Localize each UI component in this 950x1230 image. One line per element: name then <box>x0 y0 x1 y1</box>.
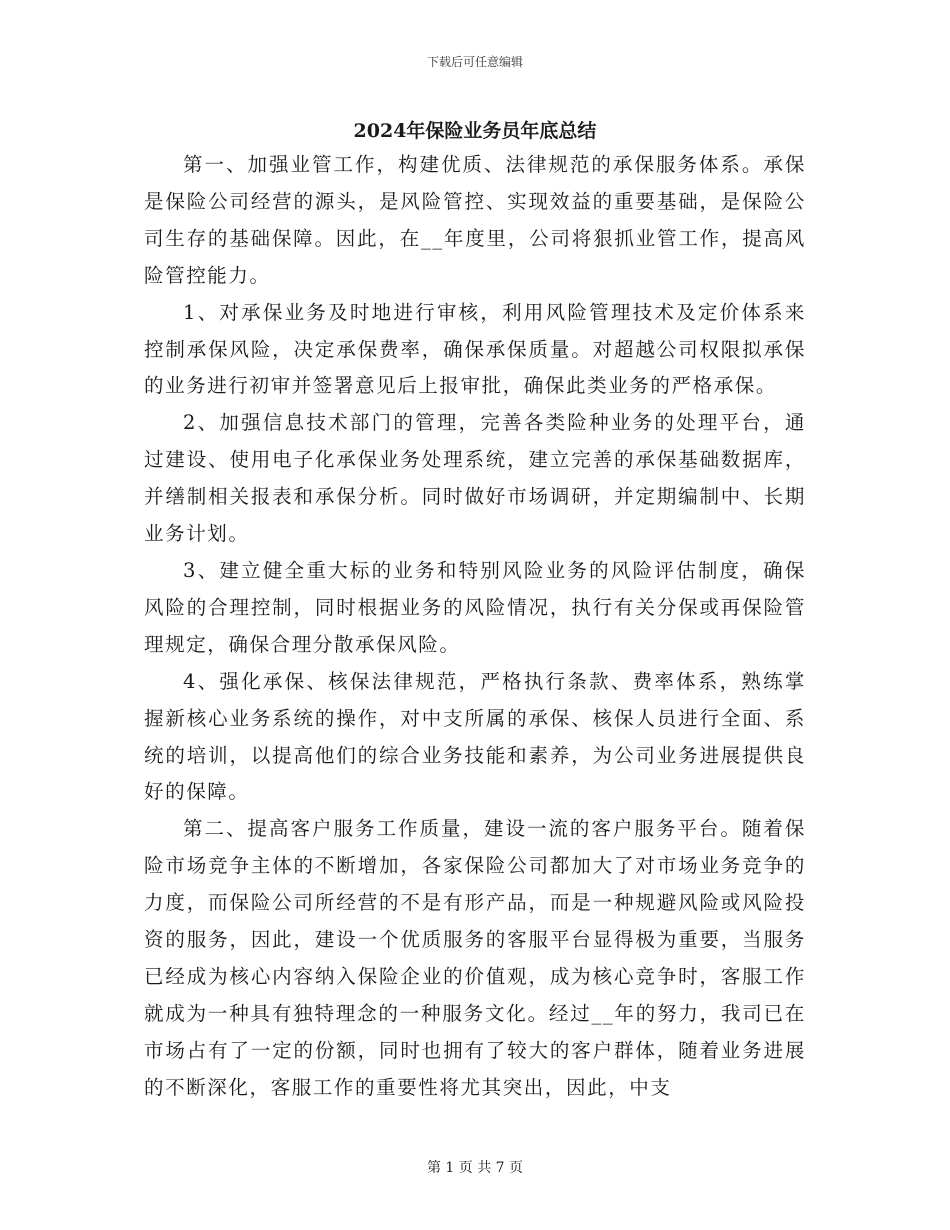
paragraph-item-1: 1、对承保业务及时地进行审核，利用风险管理技术及定价体系来控制承保风险，决定承保费率，确保承保质量。对超越公司权限拟承保的业务进行初审并签署意见后上报审批，确保此类业务的严格承保。 <box>144 300 806 398</box>
paragraph-item-2: 2、加强信息技术部门的管理，完善各类险种业务的处理平台，通过建设、使用电子化承保业务处理系统，建立完善的承保基础数据库，并缮制相关报表和承保分析。同时做好市场调研，并定期编制中、长期业务计划。 <box>144 411 806 546</box>
paragraph-section-two-intro: 第二、提高客户服务工作质量，建设一流的客户服务平台。随着保险市场竞争主体的不断增加，各家保险公司都加大了对市场业务竞争的力度，而保险公司所经营的不是有形产品，而是一种规避风险或风险投资的服务，因此，建设一个优质服务的客服平台显得极为重要，当服务已经成为核心内容纳入保险企业的价值观，成为核心竞争时，客服工作就成为一种具有独特理念的一种服务文化。经过__年的努力，我司已在市场占有了一定的份额，同时也拥有了较大的客户群体，随着业务进展的不断深化，客服工作的重要性将尤其突出，因此，中支 <box>144 817 806 1099</box>
page-header-note: 下载后可任意编辑 <box>426 55 523 69</box>
paragraph-item-4: 4、强化承保、核保法律规范，严格执行条款、费率体系，熟练掌握新核心业务系统的操作，对中支所属的承保、核保人员进行全面、系统的培训，以提高他们的综合业务技能和素养，为公司业务进展提供良好的保障。 <box>144 669 806 804</box>
paragraph-item-3: 3、建立健全重大标的业务和特别风险业务的风险评估制度，确保风险的合理控制，同时根据业务的风险情况，执行有关分保或再保险管理规定，确保合理分散承保风险。 <box>144 558 806 656</box>
page-number-footer: 第 1 页 共 7 页 <box>426 1160 524 1176</box>
document-body <box>144 147 806 1107</box>
document-title: 2024年保险业务员年底总结 <box>353 120 597 142</box>
paragraph-section-one-intro: 第一、加强业管工作，构建优质、法律规范的承保服务体系。承保是保险公司经营的源头，是风险管控、实现效益的重要基础，是保险公司生存的基础保障。因此，在__年度里，公司将狠抓业管工作，提高风险管控能力。 <box>144 153 806 287</box>
